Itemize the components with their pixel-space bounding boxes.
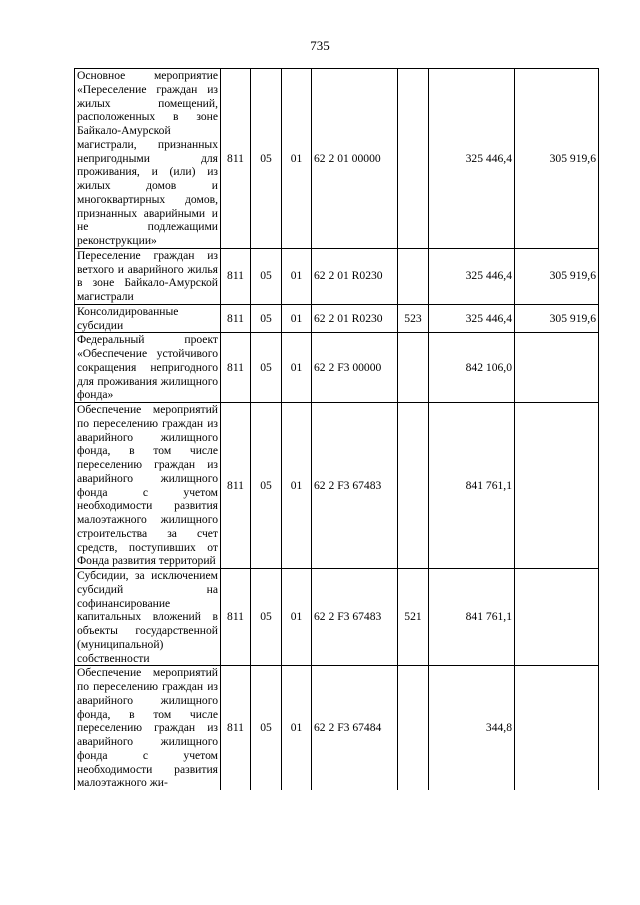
- expense-name-cell: Основное мероприятие «Переселение граждан из жилых помещений, расположенных в зоне Байкало-Амурской магистрали, признанных непригодными для проживания, и (или) из жилых домов и многоквартирных домов, признанных аварийными и не подлежащими реконструкции»: [75, 69, 221, 249]
- section-code-cell: 05: [251, 403, 282, 569]
- section-code-cell: 05: [251, 333, 282, 403]
- expense-name-cell: Субсидии, за исключением субсидий на софинансирование капитальных вложений в объекты государственной (муниципальной) собственности: [75, 569, 221, 666]
- table-row: [75, 333, 599, 403]
- section-code-cell: 05: [251, 304, 282, 333]
- expense-type-cell: [398, 69, 429, 249]
- amount-year1-cell: 344,8: [429, 666, 515, 790]
- subsection-code-cell: 01: [282, 666, 312, 790]
- expense-type-cell: 521: [398, 569, 429, 666]
- target-article-cell: 62 2 01 00000: [312, 69, 398, 249]
- amount-year2-cell: [515, 403, 599, 569]
- table-row: [75, 569, 599, 666]
- table-row: [75, 403, 599, 569]
- page-number: 735: [310, 38, 330, 53]
- table-row: [75, 666, 599, 790]
- subsection-code-cell: 01: [282, 569, 312, 666]
- expense-type-cell: [398, 403, 429, 569]
- expense-name-cell: Консолидированные субсидии: [75, 304, 221, 333]
- target-article-cell: 62 2 F3 67483: [312, 403, 398, 569]
- ministry-code-cell: 811: [221, 666, 251, 790]
- subsection-code-cell: 01: [282, 333, 312, 403]
- expense-name-cell: Переселение граждан из ветхого и аварийного жилья в зоне Байкало-Амурской магистрали: [75, 248, 221, 304]
- ministry-code-cell: 811: [221, 333, 251, 403]
- target-article-cell: 62 2 01 R0230: [312, 248, 398, 304]
- amount-year1-cell: 325 446,4: [429, 248, 515, 304]
- amount-year2-cell: [515, 569, 599, 666]
- amount-year1-cell: 841 761,1: [429, 569, 515, 666]
- amount-year2-cell: [515, 666, 599, 790]
- section-code-cell: 05: [251, 248, 282, 304]
- subsection-code-cell: 01: [282, 248, 312, 304]
- subsection-code-cell: 01: [282, 304, 312, 333]
- amount-year2-cell: [515, 333, 599, 403]
- amount-year1-cell: 325 446,4: [429, 304, 515, 333]
- amount-year1-cell: 325 446,4: [429, 69, 515, 249]
- ministry-code-cell: 811: [221, 248, 251, 304]
- expense-name-cell: Обеспечение мероприятий по переселению граждан из аварийного жилищного фонда, в том числе переселению граждан из аварийного жилищного фонда с учетом необходимости развития малоэтажного жилищного строительства за счет средств, поступивших от Фонда развития территорий: [75, 403, 221, 569]
- amount-year1-cell: 841 761,1: [429, 403, 515, 569]
- section-code-cell: 05: [251, 569, 282, 666]
- table-row: [75, 248, 599, 304]
- expense-name-cell: Федеральный проект «Обеспечение устойчивого сокращения непригодного для проживания жилищного фонда»: [75, 333, 221, 403]
- ministry-code-cell: 811: [221, 569, 251, 666]
- expense-type-cell: [398, 333, 429, 403]
- target-article-cell: 62 2 F3 67484: [312, 666, 398, 790]
- target-article-cell: 62 2 F3 00000: [312, 333, 398, 403]
- amount-year1-cell: 842 106,0: [429, 333, 515, 403]
- expense-type-cell: 523: [398, 304, 429, 333]
- amount-year2-cell: 305 919,6: [515, 304, 599, 333]
- budget-table: [74, 68, 599, 790]
- expense-name-cell: Обеспечение мероприятий по переселению граждан из аварийного жилищного фонда, в том числе переселению граждан из аварийного жилищного фонда с учетом необходимости развития малоэтажного жи-: [75, 666, 221, 790]
- ministry-code-cell: 811: [221, 403, 251, 569]
- subsection-code-cell: 01: [282, 403, 312, 569]
- expense-type-cell: [398, 248, 429, 304]
- ministry-code-cell: 811: [221, 69, 251, 249]
- ministry-code-cell: 811: [221, 304, 251, 333]
- amount-year2-cell: 305 919,6: [515, 248, 599, 304]
- section-code-cell: 05: [251, 666, 282, 790]
- target-article-cell: 62 2 01 R0230: [312, 304, 398, 333]
- table-row: [75, 304, 599, 333]
- table-row: [75, 69, 599, 249]
- amount-year2-cell: 305 919,6: [515, 69, 599, 249]
- expense-type-cell: [398, 666, 429, 790]
- section-code-cell: 05: [251, 69, 282, 249]
- subsection-code-cell: 01: [282, 69, 312, 249]
- target-article-cell: 62 2 F3 67483: [312, 569, 398, 666]
